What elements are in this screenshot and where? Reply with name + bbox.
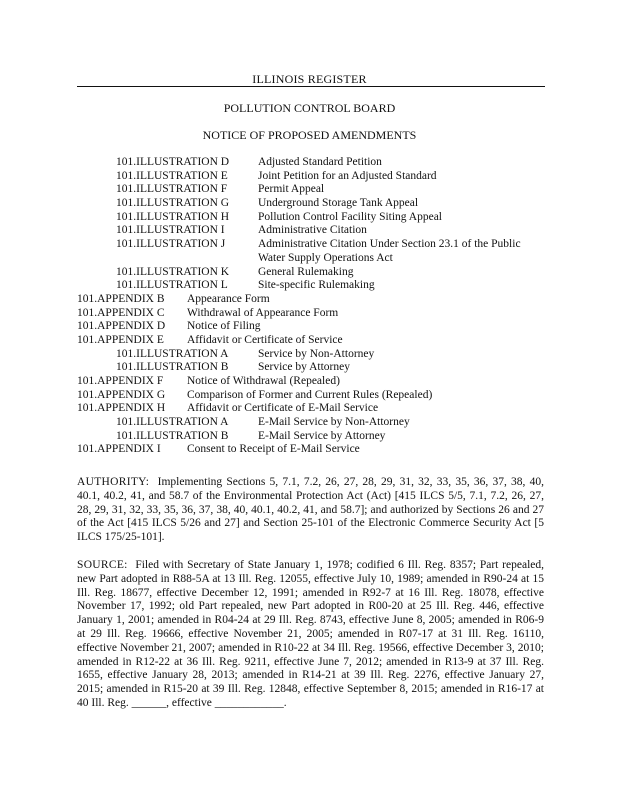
source-text: Filed with Secretary of State January 1, 1978; codified 6 Ill. Reg. 8357; Part repealed, new Part adopted in R88-5A at 13 Ill. Reg. 12055, effective July 10, 1989; amended in R90-24 at 15 Ill. Reg. 18677, effective December 12, 1991; amended in R92-7 at 16 Ill. Reg. 18078, effective November 17, 1992; old Part repealed, new Part adopted in R00-20 at 25 Ill. Reg. 446, effective January 1, 2001; amended in R04-24 at 29 Ill. Reg. 8743, effective June 8, 2005; amended in R06-9 at 29 Ill. Reg. 19666, effective November 21, 2005; amended in R07-17 at 31 Ill. Reg. 16110, effective November 21, 2007; amended in R10-22 at 34 Ill. Reg. 19566, effective December 3, 2010; amended in R12-22 at 36 Ill. Reg. 9211, effective June 7, 2012; amended in R13-9 at 37 Ill. Reg. 1655, effective January 28, 2013; amended in R14-21 at 39 Ill. Reg. 2276, effective January 27, 2015; amended in R15-20 at 39 Ill. Reg. 12848, effective September 8, 2015; amended in R16-17 at 40 Ill. Reg. ______, effective ____________. [77, 559, 544, 709]
toc-entry [0, 443, 619, 457]
toc-entry [0, 293, 619, 307]
toc-entry-title: Withdrawal of Appearance Form [187, 306, 339, 319]
toc-entry [0, 348, 619, 362]
source-paragraph [77, 559, 544, 711]
authority-label: AUTHORITY: [77, 476, 150, 488]
toc-entry-code: 101.ILLUSTRATION G [116, 197, 230, 210]
toc-entry-code: 101.APPENDIX C [77, 306, 165, 319]
toc-entry-title: E-Mail Service by Attorney [258, 429, 386, 442]
toc-entry [0, 402, 619, 416]
toc-entry [0, 389, 619, 403]
toc-entry [0, 266, 619, 280]
toc-entry-code: 101.ILLUSTRATION K [116, 265, 230, 278]
toc-entry-title: Permit Appeal [258, 183, 325, 196]
toc-entry [0, 375, 619, 389]
toc-entry-code: 101.ILLUSTRATION B [116, 429, 229, 442]
toc-entry-title: E-Mail Service by Non-Attorney [258, 416, 410, 429]
toc-entry-code: 101.APPENDIX G [77, 388, 166, 401]
toc-entry-title: Underground Storage Tank Appeal [258, 197, 419, 210]
toc-entry [0, 170, 619, 184]
header-divider [77, 86, 545, 87]
toc-entry-code: 101.APPENDIX D [77, 320, 166, 333]
toc-entry-code: 101.ILLUSTRATION J [116, 238, 226, 251]
source-label: SOURCE: [77, 559, 128, 571]
toc-entry [0, 361, 619, 375]
authority-paragraph [77, 476, 544, 545]
toc-entry-title: Administrative Citation Under Section 23.1 of the Public Water Supply Operations Act [258, 238, 521, 264]
toc-entry [0, 183, 619, 197]
notice-heading: NOTICE OF PROPOSED AMENDMENTS [202, 128, 417, 142]
toc-entry [0, 238, 619, 265]
toc-entry [0, 334, 619, 348]
toc-entry-title: Adjusted Standard Petition [258, 156, 382, 168]
toc-entry-code: 101.APPENDIX B [77, 292, 165, 305]
authority-text: Implementing Sections 5, 7.1, 7.2, 26, 27, 28, 29, 31, 32, 33, 35, 36, 37, 38, 40, 40.1, 40.2, 41, and 58.7 of the Environmental Protection Act (Act) [415 ILCS 5/5, 7.1, 7.2, 26, 27, 28, 29, 31, 32, 33, 35, 36, 37, 38, 40, 40.1, 40.2, 41, and 58.7]; and authorized by Sections 26 and 27 of the Act [415 ILCS 5/26 and 27] and Section 25-101 of the Electronic Commerce Security Act [5 ILCS 175/25-101]. [77, 476, 545, 544]
toc-entry-title: Comparison of Former and Current Rules (Repealed) [187, 388, 433, 401]
toc-entry [0, 320, 619, 334]
toc-entry [0, 279, 619, 293]
toc-entry-code: 101.ILLUSTRATION E [116, 169, 228, 182]
toc-entry-title: Service by Non-Attorney [258, 347, 375, 360]
toc-entry [0, 416, 619, 430]
toc-entry-code: 101.ILLUSTRATION F [116, 183, 228, 196]
toc-entry [0, 211, 619, 225]
toc-entry-title: Notice of Withdrawal (Repealed) [187, 375, 340, 388]
toc-entry-title: General Rulemaking [258, 265, 354, 278]
toc-entry [0, 430, 619, 444]
toc-entry-code: 101.APPENDIX E [77, 333, 164, 346]
toc-entry-code: 101.ILLUSTRATION D [116, 156, 230, 168]
toc-entry [0, 197, 619, 211]
toc-entry-code: 101.APPENDIX F [77, 375, 164, 388]
toc-entry-code: 101.ILLUSTRATION I [116, 224, 225, 237]
toc-entry [0, 224, 619, 238]
toc-entry-code: 101.ILLUSTRATION A [116, 416, 229, 429]
toc-entry-title: Affidavit or Certificate of Service [187, 333, 343, 346]
table-of-contents [0, 156, 619, 457]
agency-heading: POLLUTION CONTROL BOARD [223, 101, 396, 115]
toc-entry-code: 101.ILLUSTRATION H [116, 210, 230, 223]
toc-entry-code: 101.ILLUSTRATION B [116, 361, 229, 374]
toc-entry-title: Pollution Control Facility Siting Appeal [258, 210, 443, 223]
toc-entry [0, 307, 619, 321]
toc-entry-title: Appearance Form [187, 292, 270, 305]
toc-entry-title: Administrative Citation [258, 224, 367, 237]
toc-entry-title: Joint Petition for an Adjusted Standard [258, 169, 437, 182]
toc-entry-code: 101.APPENDIX I [77, 443, 161, 456]
toc-entry-title: Site-specific Rulemaking [258, 279, 375, 292]
toc-entry-code: 101.ILLUSTRATION A [116, 347, 229, 360]
register-title: ILLINOIS REGISTER [252, 72, 367, 86]
toc-entry-title: Service by Attorney [258, 361, 350, 374]
toc-entry-code: 101.APPENDIX H [77, 402, 166, 415]
toc-entry-title: Notice of Filing [187, 320, 261, 333]
toc-entry-title: Consent to Receipt of E-Mail Service [187, 443, 360, 456]
toc-entry [0, 156, 619, 170]
toc-entry-title: Affidavit or Certificate of E-Mail Service [187, 402, 379, 415]
toc-entry-code: 101.ILLUSTRATION L [116, 279, 228, 292]
